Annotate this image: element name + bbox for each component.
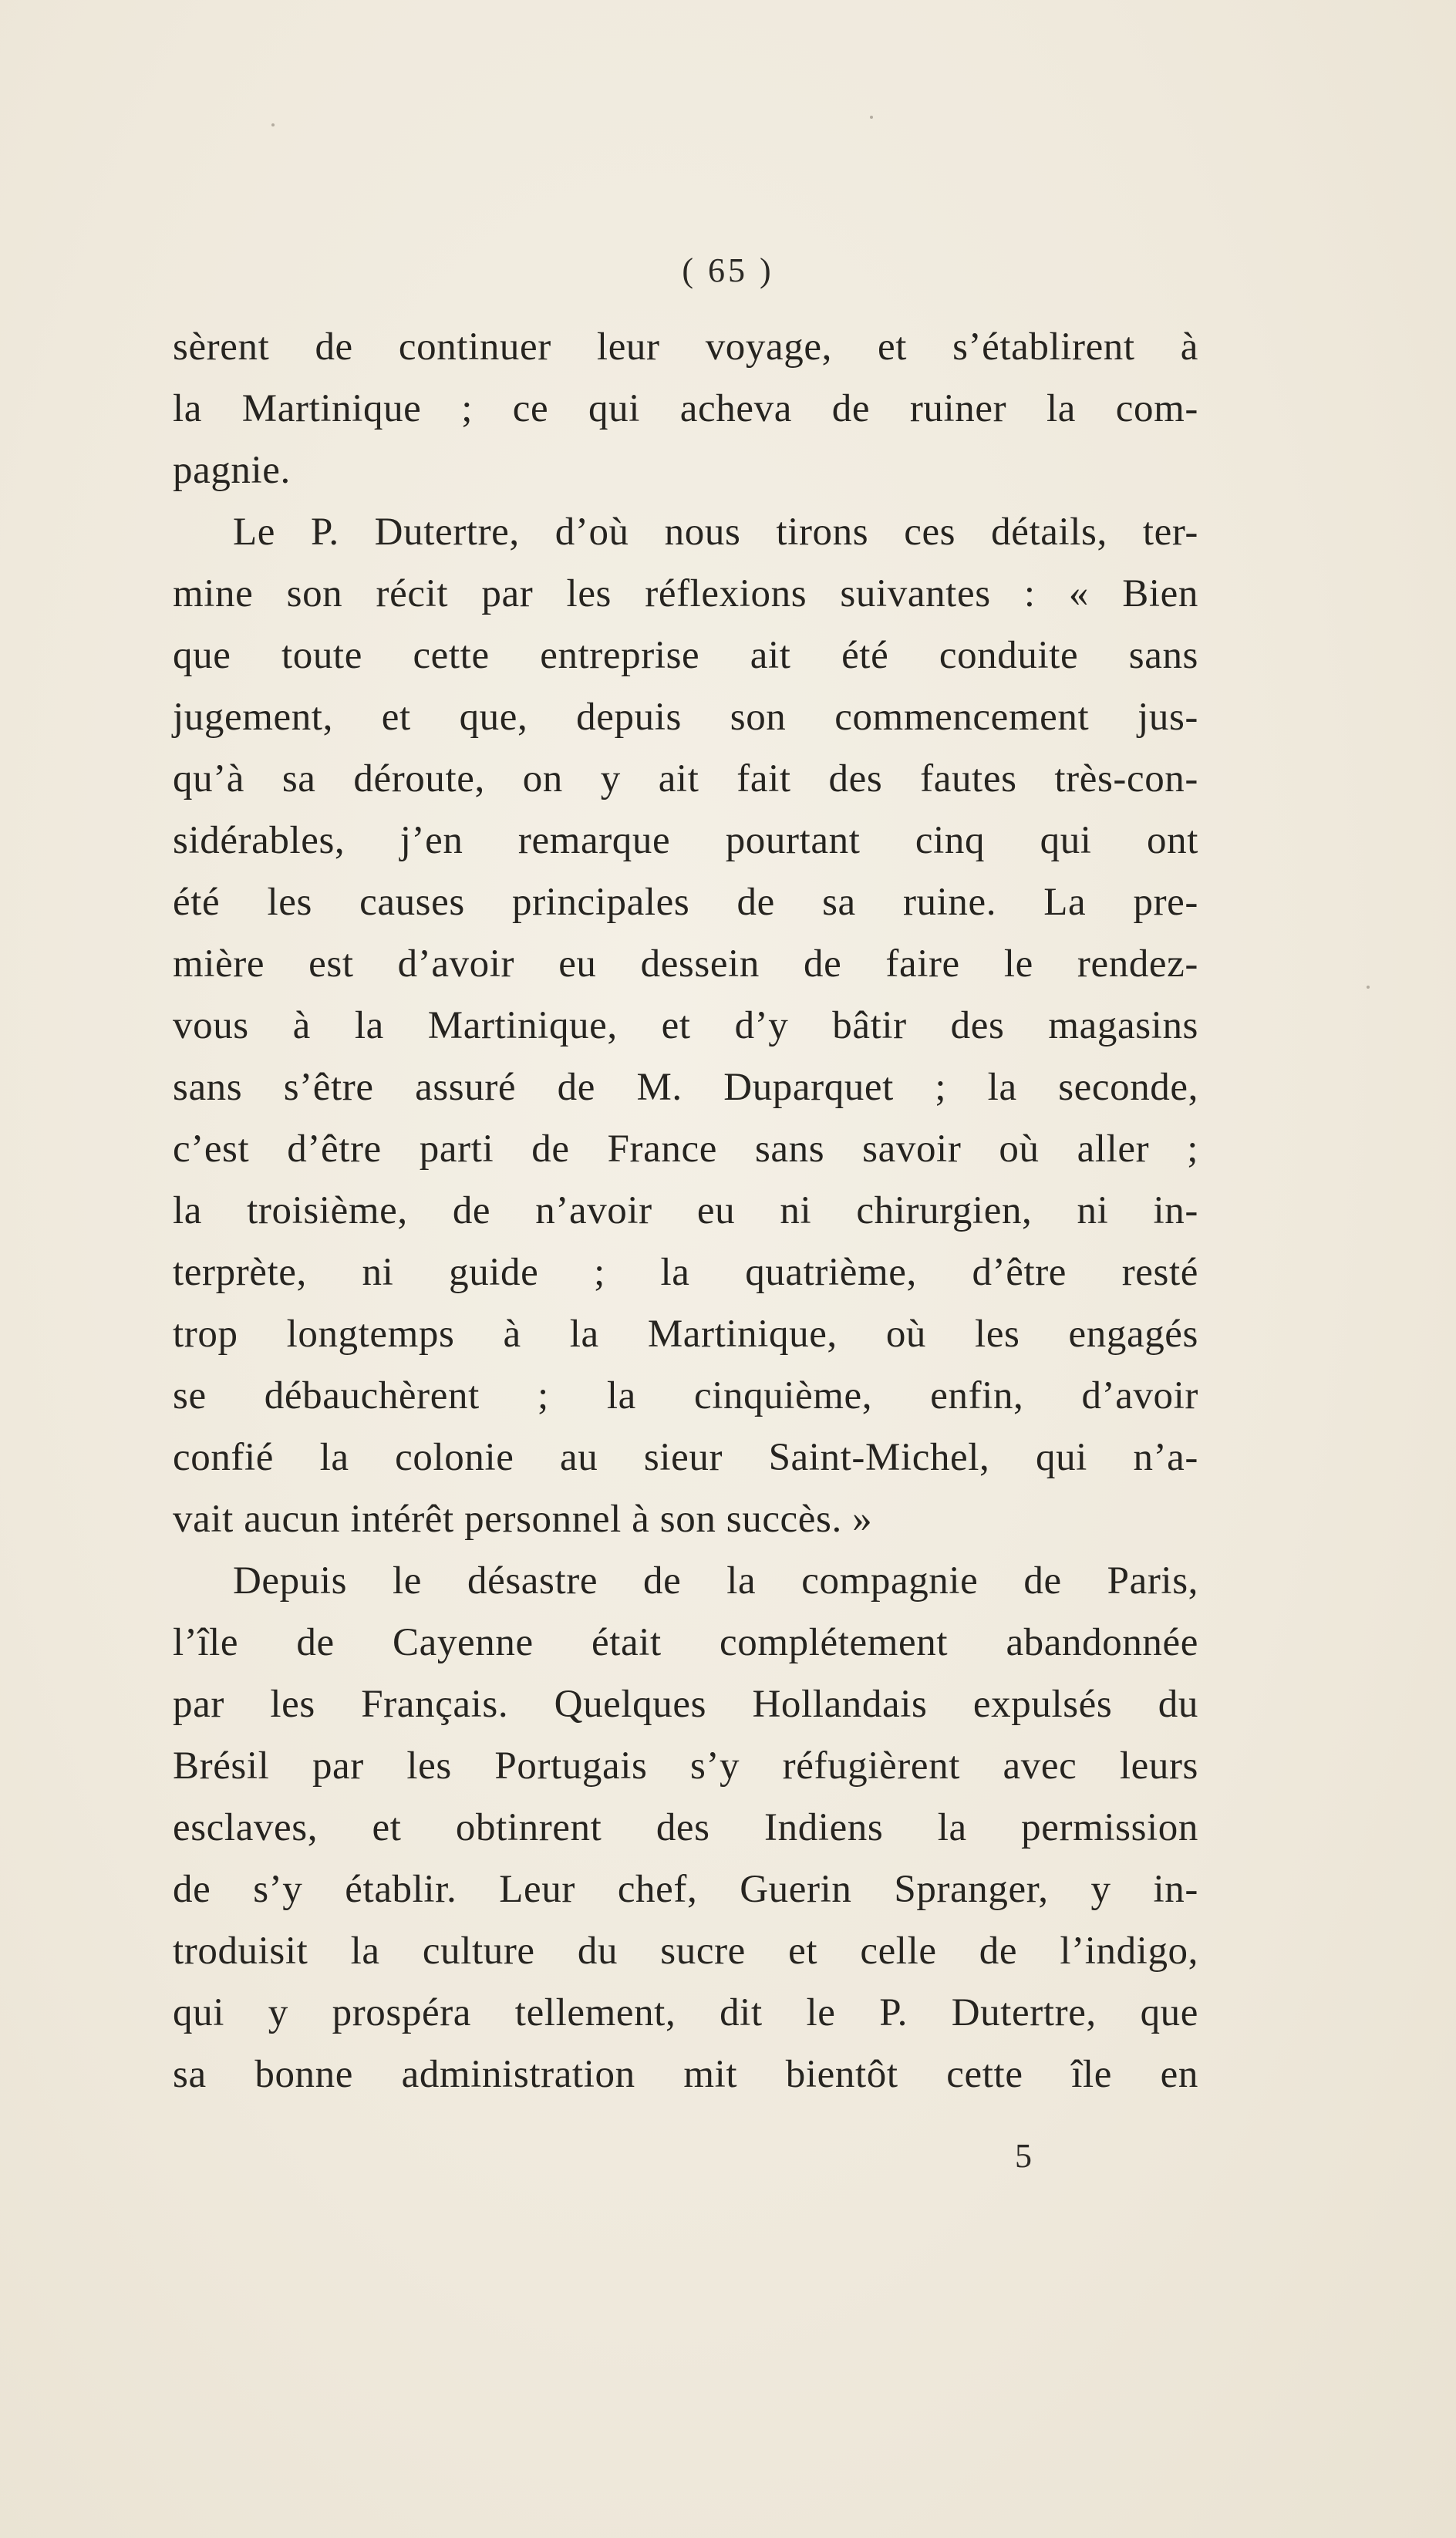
paper-speck bbox=[271, 123, 275, 126]
text-line: esclaves, et obtinrent des Indiens la permission bbox=[173, 1806, 1198, 1849]
text-line: sidérables, j’en remarque pourtant cinq qui ont bbox=[173, 819, 1198, 862]
text-line: sa bonne administration mit bientôt cette île en bbox=[173, 2053, 1198, 2096]
text-line: été les causes principales de sa ruine. La pre- bbox=[173, 881, 1198, 924]
text-line: vait aucun intérêt personnel à son succès. » bbox=[173, 1498, 873, 1541]
text-line: Le P. Dutertre, d’où nous tirons ces détails, ter- bbox=[233, 511, 1198, 554]
text-line: mière est d’avoir eu dessein de faire le rendez- bbox=[173, 942, 1198, 986]
text-line: troduisit la culture du sucre et celle de l’indigo, bbox=[173, 1930, 1198, 1973]
body-text bbox=[173, 316, 1198, 2105]
text-line: de s’y établir. Leur chef, Guerin Spranger, y in- bbox=[173, 1868, 1198, 1911]
text-line: sans s’être assuré de M. Duparquet ; la seconde, bbox=[173, 1066, 1198, 1109]
text-line: c’est d’être parti de France sans savoir où aller ; bbox=[173, 1127, 1198, 1171]
text-line: que toute cette entreprise ait été conduite sans bbox=[173, 634, 1198, 677]
paper-speck bbox=[870, 116, 873, 119]
text-line: jugement, et que, depuis son commencement jus- bbox=[173, 696, 1198, 739]
text-line: l’île de Cayenne était complétement abandonnée bbox=[173, 1621, 1198, 1664]
text-line: pagnie. bbox=[173, 449, 291, 492]
paper-speck bbox=[1367, 986, 1370, 989]
text-line: la Martinique ; ce qui acheva de ruiner la com- bbox=[173, 387, 1198, 430]
text-line: trop longtemps à la Martinique, où les engagés bbox=[173, 1313, 1198, 1356]
text-line: la troisième, de n’avoir eu ni chirurgien, ni in- bbox=[173, 1189, 1198, 1232]
text-line: qui y prospéra tellement, dit le P. Dutertre, que bbox=[173, 1991, 1198, 2034]
text-line: qu’à sa déroute, on y ait fait des fautes très-con- bbox=[173, 757, 1198, 800]
text-line: sèrent de continuer leur voyage, et s’établirent à bbox=[173, 325, 1198, 369]
text-line: Depuis le désastre de la compagnie de Paris, bbox=[233, 1559, 1198, 1603]
text-line: Brésil par les Portugais s’y réfugièrent avec leurs bbox=[173, 1744, 1198, 1788]
text-line: terprète, ni guide ; la quatrième, d’être resté bbox=[173, 1251, 1198, 1294]
text-line: vous à la Martinique, et d’y bâtir des magasins bbox=[173, 1004, 1198, 1047]
text-line: mine son récit par les réflexions suivantes : « Bien bbox=[173, 572, 1198, 615]
text-line: se débauchèrent ; la cinquième, enfin, d’avoir bbox=[173, 1374, 1198, 1417]
signature-mark: 5 bbox=[1015, 2137, 1032, 2175]
page-number: ( 65 ) bbox=[682, 251, 774, 289]
text-line: confié la colonie au sieur Saint-Michel, qui n’a- bbox=[173, 1436, 1198, 1479]
text-line: par les Français. Quelques Hollandais expulsés du bbox=[173, 1683, 1198, 1726]
